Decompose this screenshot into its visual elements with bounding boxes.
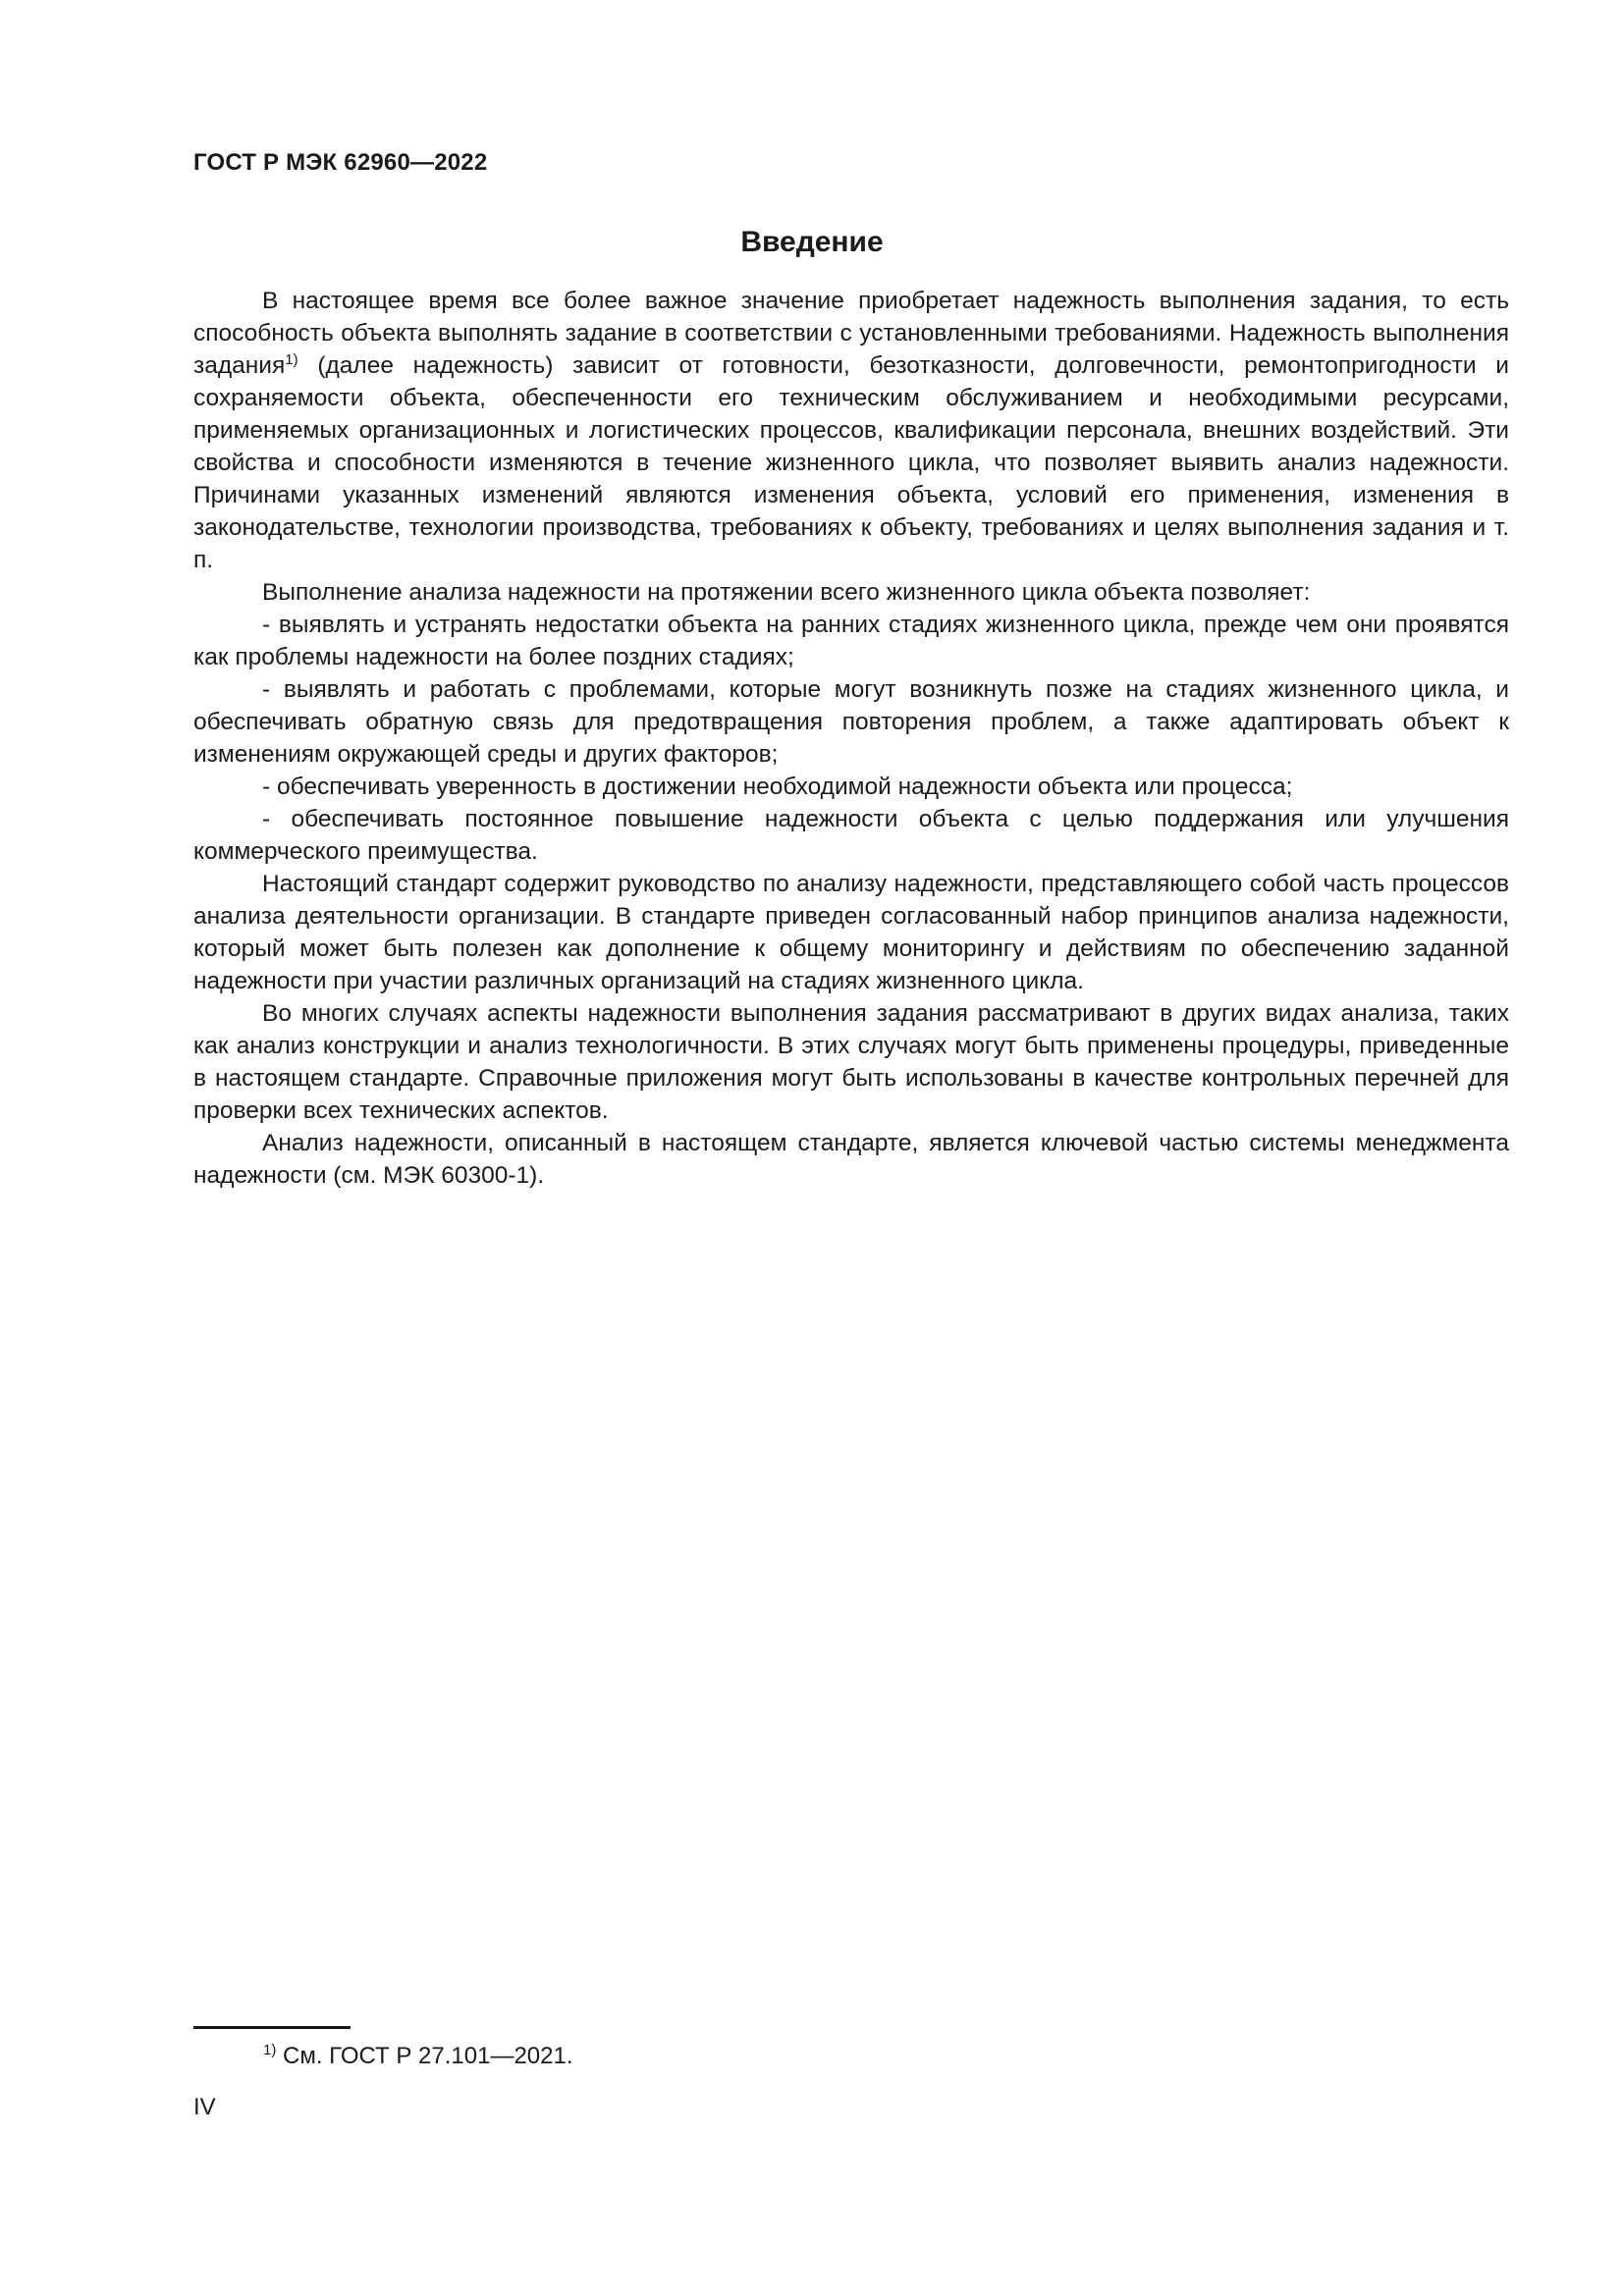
list-item: - обеспечивать уверенность в достижении необходимой надежности объекта или процесса; [262,774,1293,800]
paragraph: Анализ надежности, описанный в настоящем стандарте, является ключевой частью системы менеджмента надежности (см. МЭК 60300-1). [193,1130,1509,1189]
paragraph: Выполнение анализа надежности на протяжении всего жизненного цикла объекта позволяет: [262,579,1311,606]
paragraph: Настоящий стандарт содержит руководство по анализу надежности, представляющего собой часть процессов анализа деятельности организации. В стандарте приведен согласованный набор принципов анализа надежности, который может быть полезен как дополнение к общему мониторингу и действиям по обеспечению заданной надежности при участии различных организаций на стадиях жизненного цикла. [193,871,1509,994]
footnote [263,2043,573,2070]
paragraph: Во многих случаях аспекты надежности выполнения задания рассматривают в других видах анализа, таких как анализ конструкции и анализ технологичности. В этих случаях могут быть применены процедуры, приведенные в настоящем стандарте. Справочные приложения могут быть использованы в качестве контрольных перечней для проверки всех технических аспектов. [193,1000,1509,1124]
page-number: IV [193,2094,216,2120]
footnote-ref: 1) [285,350,298,368]
footnote-text: См. ГОСТ Р 27.101—2021. [276,2043,573,2069]
footnote-marker: 1) [263,2042,277,2058]
paragraph-text: (далее надежность) зависит от готовности, безотказности, долговечности, ремонтопригодности и сохраняемости объекта, обеспеченности его техническим обслуживанием и необходимыми ресурсами, применяемых организационных и логистических процессов, квалификации персонала, внешних воздействий. Эти свойства и способности изменяются в течение жизненного цикла, что позволяет выявить анализ надежности. Причинами указанных изменений являются изменения объекта, условий его применения, изменения в законодательстве, технологии производства, требованиях к объекту, требованиях и целях выполнения задания и т. п. [193,352,1509,573]
list-item: - обеспечивать постоянное повышение надежности объекта с целью поддержания или улучшения коммерческого преимущества. [193,806,1509,865]
list-item: - выявлять и устранять недостатки объекта на ранних стадиях жизненного цикла, прежде чем они проявятся как проблемы надежности на более поздних стадиях; [193,612,1509,670]
paragraph-text: В настоящее время все более важное значение приобретает надежность выполнения задания, то есть способность объекта выполнять задание в соответствии с установленными требованиями. Надежность выполнения задания [193,288,1509,379]
body-text [193,285,1509,1192]
document-header: ГОСТ Р МЭК 62960—2022 [193,149,488,176]
list-item: - выявлять и работать с проблемами, которые могут возникнуть позже на стадиях жизненного цикла, и обеспечивать обратную связь для предотвращения повторения проблем, а также адаптировать объект к изменениям окружающей среды и других факторов; [193,676,1509,768]
paragraph [193,285,1509,576]
section-title: Введение [740,226,884,258]
footnote-divider [193,2026,351,2029]
